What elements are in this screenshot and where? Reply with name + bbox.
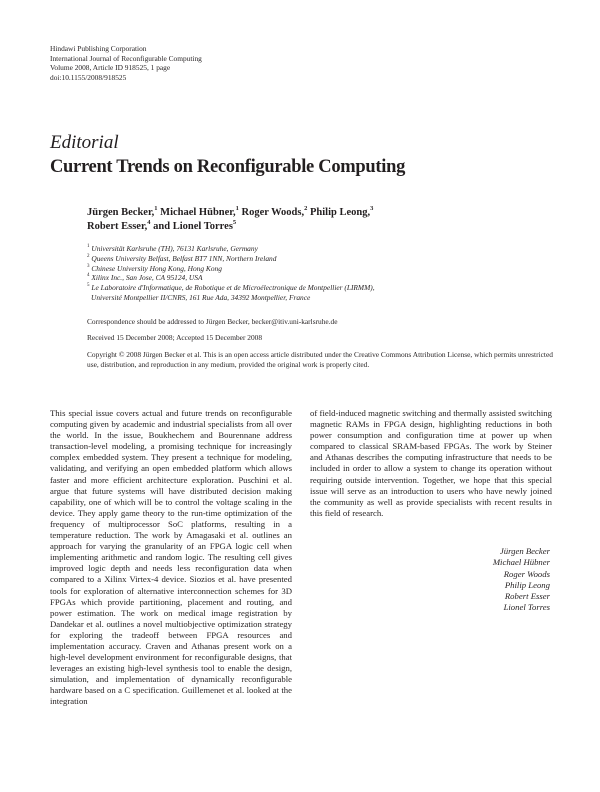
affiliation: $^5$ Le Laboratoire d'Informatique, de Robotique et de Microélectronique de Montpellier (LIRMM), <box>87 283 375 293</box>
section-label: Editorial <box>50 132 119 153</box>
author: Roger Woods,$^2$ <box>241 205 308 218</box>
editor-signatures <box>310 546 550 614</box>
publisher-name: Hindawi Publishing Corporation <box>50 44 147 53</box>
signature-name: Lionel Torres <box>503 602 550 613</box>
doi-line: doi:10.1155/2008/918525 <box>50 73 127 83</box>
author: and Lionel Torres$^5$ <box>153 219 237 232</box>
signature-name: Michael Hübner <box>492 557 550 568</box>
body-column-left: This special issue covers actual and future trends on reconfigurable computing given by academic and industrial specialists from all over the world. In the issue, Boukhechem and Bourennane address transaction-level modeling, a promising technique for increasingly complex embedded system. They present a technique for modeling, validating, and verifying an open embedded platform which allows faster and more efficient architecture exploration. Puschini et al. argue that future systems will have distributed decision making capability, one of which will be to control the voltage scaling in the device. They apply game theory to the run-time optimization of the frequency of multiprocessor SoC platforms, resulting in a temperature reduction. The work by Amagasaki et al. outlines an approach for varying the granularity of an FPGA logic cell when implementing arithmetic and random logic. The resulting cell gives improved logic depth and needs less reconfiguration data when compared to a Xilinx Virtex-4 device. Siozios et al. have presented tools for exploration of alternative interconnection schemes for 3D FPGAs which provide partitioning, placement and routing, and power estimation. The work on medical image registration by Dandekar et al. outlines a novel multiobjective optimization strategy for exploring the tradeoff between FPGA resources and implementation accuracy. Craven and Athanas present work on a high-level development environment for reconfigurable designs, that leverages an existing high-level synthesis tool to enable the design, simulation, and implementation of dynamically reconfigurable hardware based on a C specification. Guillemenet et al. looked at the integration <box>50 408 292 707</box>
affiliation: $^4$ Xilinx Inc., San Jose, CA 95124, USA <box>87 273 203 283</box>
author: Robert Esser,$^4$ <box>87 219 151 232</box>
signature-name: Philip Leong <box>504 579 550 590</box>
correspondence-line: Correspondence should be addressed to Jürgen Becker, becker@itiv.uni-karlsruhe.de <box>87 317 338 326</box>
author: Philip Leong,$^3$ <box>309 205 374 218</box>
author: Michael Hübner,$^1$ <box>160 205 239 218</box>
signature-name: Jürgen Becker <box>499 546 550 556</box>
article-title: Current Trends on Reconfigurable Computing <box>50 157 406 177</box>
author-list <box>87 206 557 234</box>
author: Jürgen Becker,$^1$ <box>87 205 158 218</box>
journal-name: International Journal of Reconfigurable Computing <box>50 53 202 63</box>
signature-name: Roger Woods <box>503 568 550 579</box>
copyright-notice: Copyright © 2008 Jürgen Becker et al. This is an open access article distributed under the Creative Commons Attribution License, which permits unrestricted use, distribution, and reproduction in any medium, provided the original work is properly cited. <box>87 350 553 370</box>
signature-name: Robert Esser <box>504 591 550 602</box>
journal-header <box>50 44 350 83</box>
affiliation: $^1$ Universität Karlsruhe (TH), 76131 Karlsruhe, Germany <box>87 244 258 253</box>
body-column-right: of field-induced magnetic switching and thermally assisted switching magnetic RAMs in FPGA design, highlighting reductions in both power consumption and configuration time at power up when compared to classical SRAM-based FPGAs. The work by Steiner and Athanas describes the computing infrastructure that needs to be included in order to allow a system to change its operation without requiring outside intervention. Together, we hope that this special issue will serve as an introduction to users who have newly joined the community as well as provide specialists with recent results in this field of research. <box>310 408 552 518</box>
affiliation: $^3$ Chinese University Hong Kong, Hong Kong <box>87 263 222 273</box>
received-accepted-dates: Received 15 December 2008; Accepted 15 December 2008 <box>87 333 263 342</box>
affiliation: $^2$ Queens University Belfast, Belfast BT7 1NN, Northern Ireland <box>87 253 277 263</box>
affiliation-list <box>87 244 557 303</box>
affiliation-continuation: Université Montpellier II/CNRS, 161 Rue Ada, 34392 Montpellier, France <box>91 292 311 302</box>
volume-line: Volume 2008, Article ID 918525, 1 page <box>50 63 171 73</box>
